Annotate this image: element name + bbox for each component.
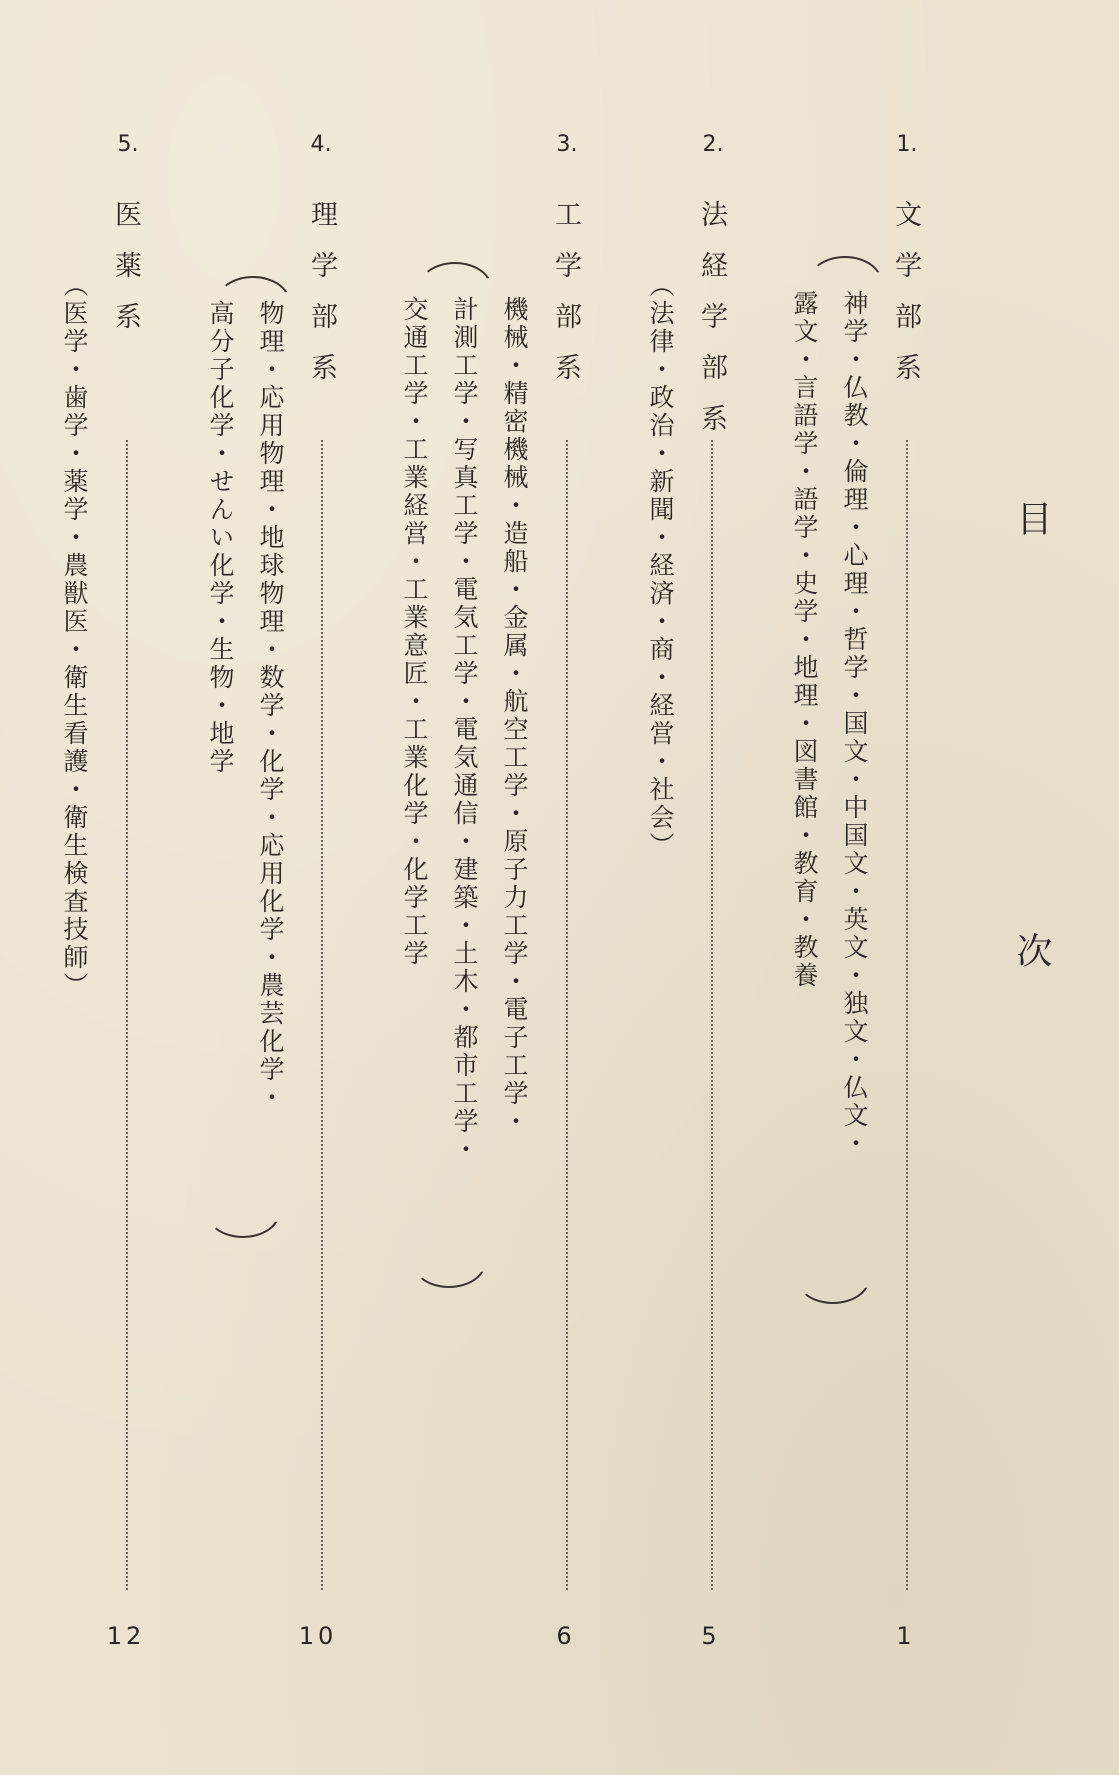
bracket-open — [808, 256, 882, 282]
page-number: 5 — [701, 1622, 721, 1650]
section-heading: 理学部系 — [306, 200, 337, 404]
section-number: 5. — [117, 132, 139, 157]
bracket-open — [418, 262, 492, 288]
section-number: 2. — [702, 132, 724, 157]
page-number: 6 — [556, 1622, 576, 1650]
section-subjects-line-2: 露文・言語学・語学・史学・地理・図書館・教育・教養 — [790, 290, 819, 990]
dot-leader — [711, 440, 713, 1590]
bracket-close — [412, 1262, 486, 1288]
bracket-open — [216, 276, 290, 302]
section-subjects-line-1: （法律・政治・新聞・経済・商・経営・社会） — [646, 272, 675, 860]
section-heading: 法経学部系 — [696, 200, 727, 455]
section-subjects-line-1: 機械・精密機械・造船・金属・航空工学・原子力工学・電子工学・ — [500, 296, 529, 1136]
section-subjects-line-1: 物理・応用物理・地球物理・数学・化学・応用化学・農芸化学・ — [256, 300, 285, 1112]
dot-leader — [321, 440, 323, 1590]
bracket-close — [796, 1278, 870, 1304]
page-number: 10 — [298, 1622, 338, 1650]
dot-leader — [566, 440, 568, 1590]
section-subjects-line-3: 交通工学・工業経営・工業意匠・工業化学・化学工学 — [400, 296, 429, 968]
section-subjects-line-2: 高分子化学・せんい化学・生物・地学 — [206, 300, 235, 776]
page-number: 1 — [896, 1622, 916, 1650]
bracket-close — [206, 1212, 280, 1238]
dot-leader — [126, 440, 128, 1590]
section-heading: 医薬系 — [110, 200, 141, 353]
section-number: 4. — [310, 132, 332, 157]
section-subjects-line-1: （医学・歯学・薬学・農獣医・衛生看護・衛生検査技師） — [60, 272, 89, 1000]
section-number: 1. — [896, 132, 918, 157]
dot-leader — [906, 440, 908, 1590]
section-subjects-line-2: 計測工学・写真工学・電気工学・電気通信・建築・土木・都市工学・ — [450, 296, 479, 1164]
section-heading: 文学部系 — [890, 200, 921, 404]
page-title: 目 次 — [1011, 500, 1052, 1148]
page-number: 12 — [106, 1622, 146, 1650]
section-subjects-line-1: 神学・仏教・倫理・心理・哲学・国文・中国文・英文・独文・仏文・ — [840, 290, 869, 1158]
section-number: 3. — [556, 132, 578, 157]
section-heading: 工学部系 — [550, 200, 581, 404]
